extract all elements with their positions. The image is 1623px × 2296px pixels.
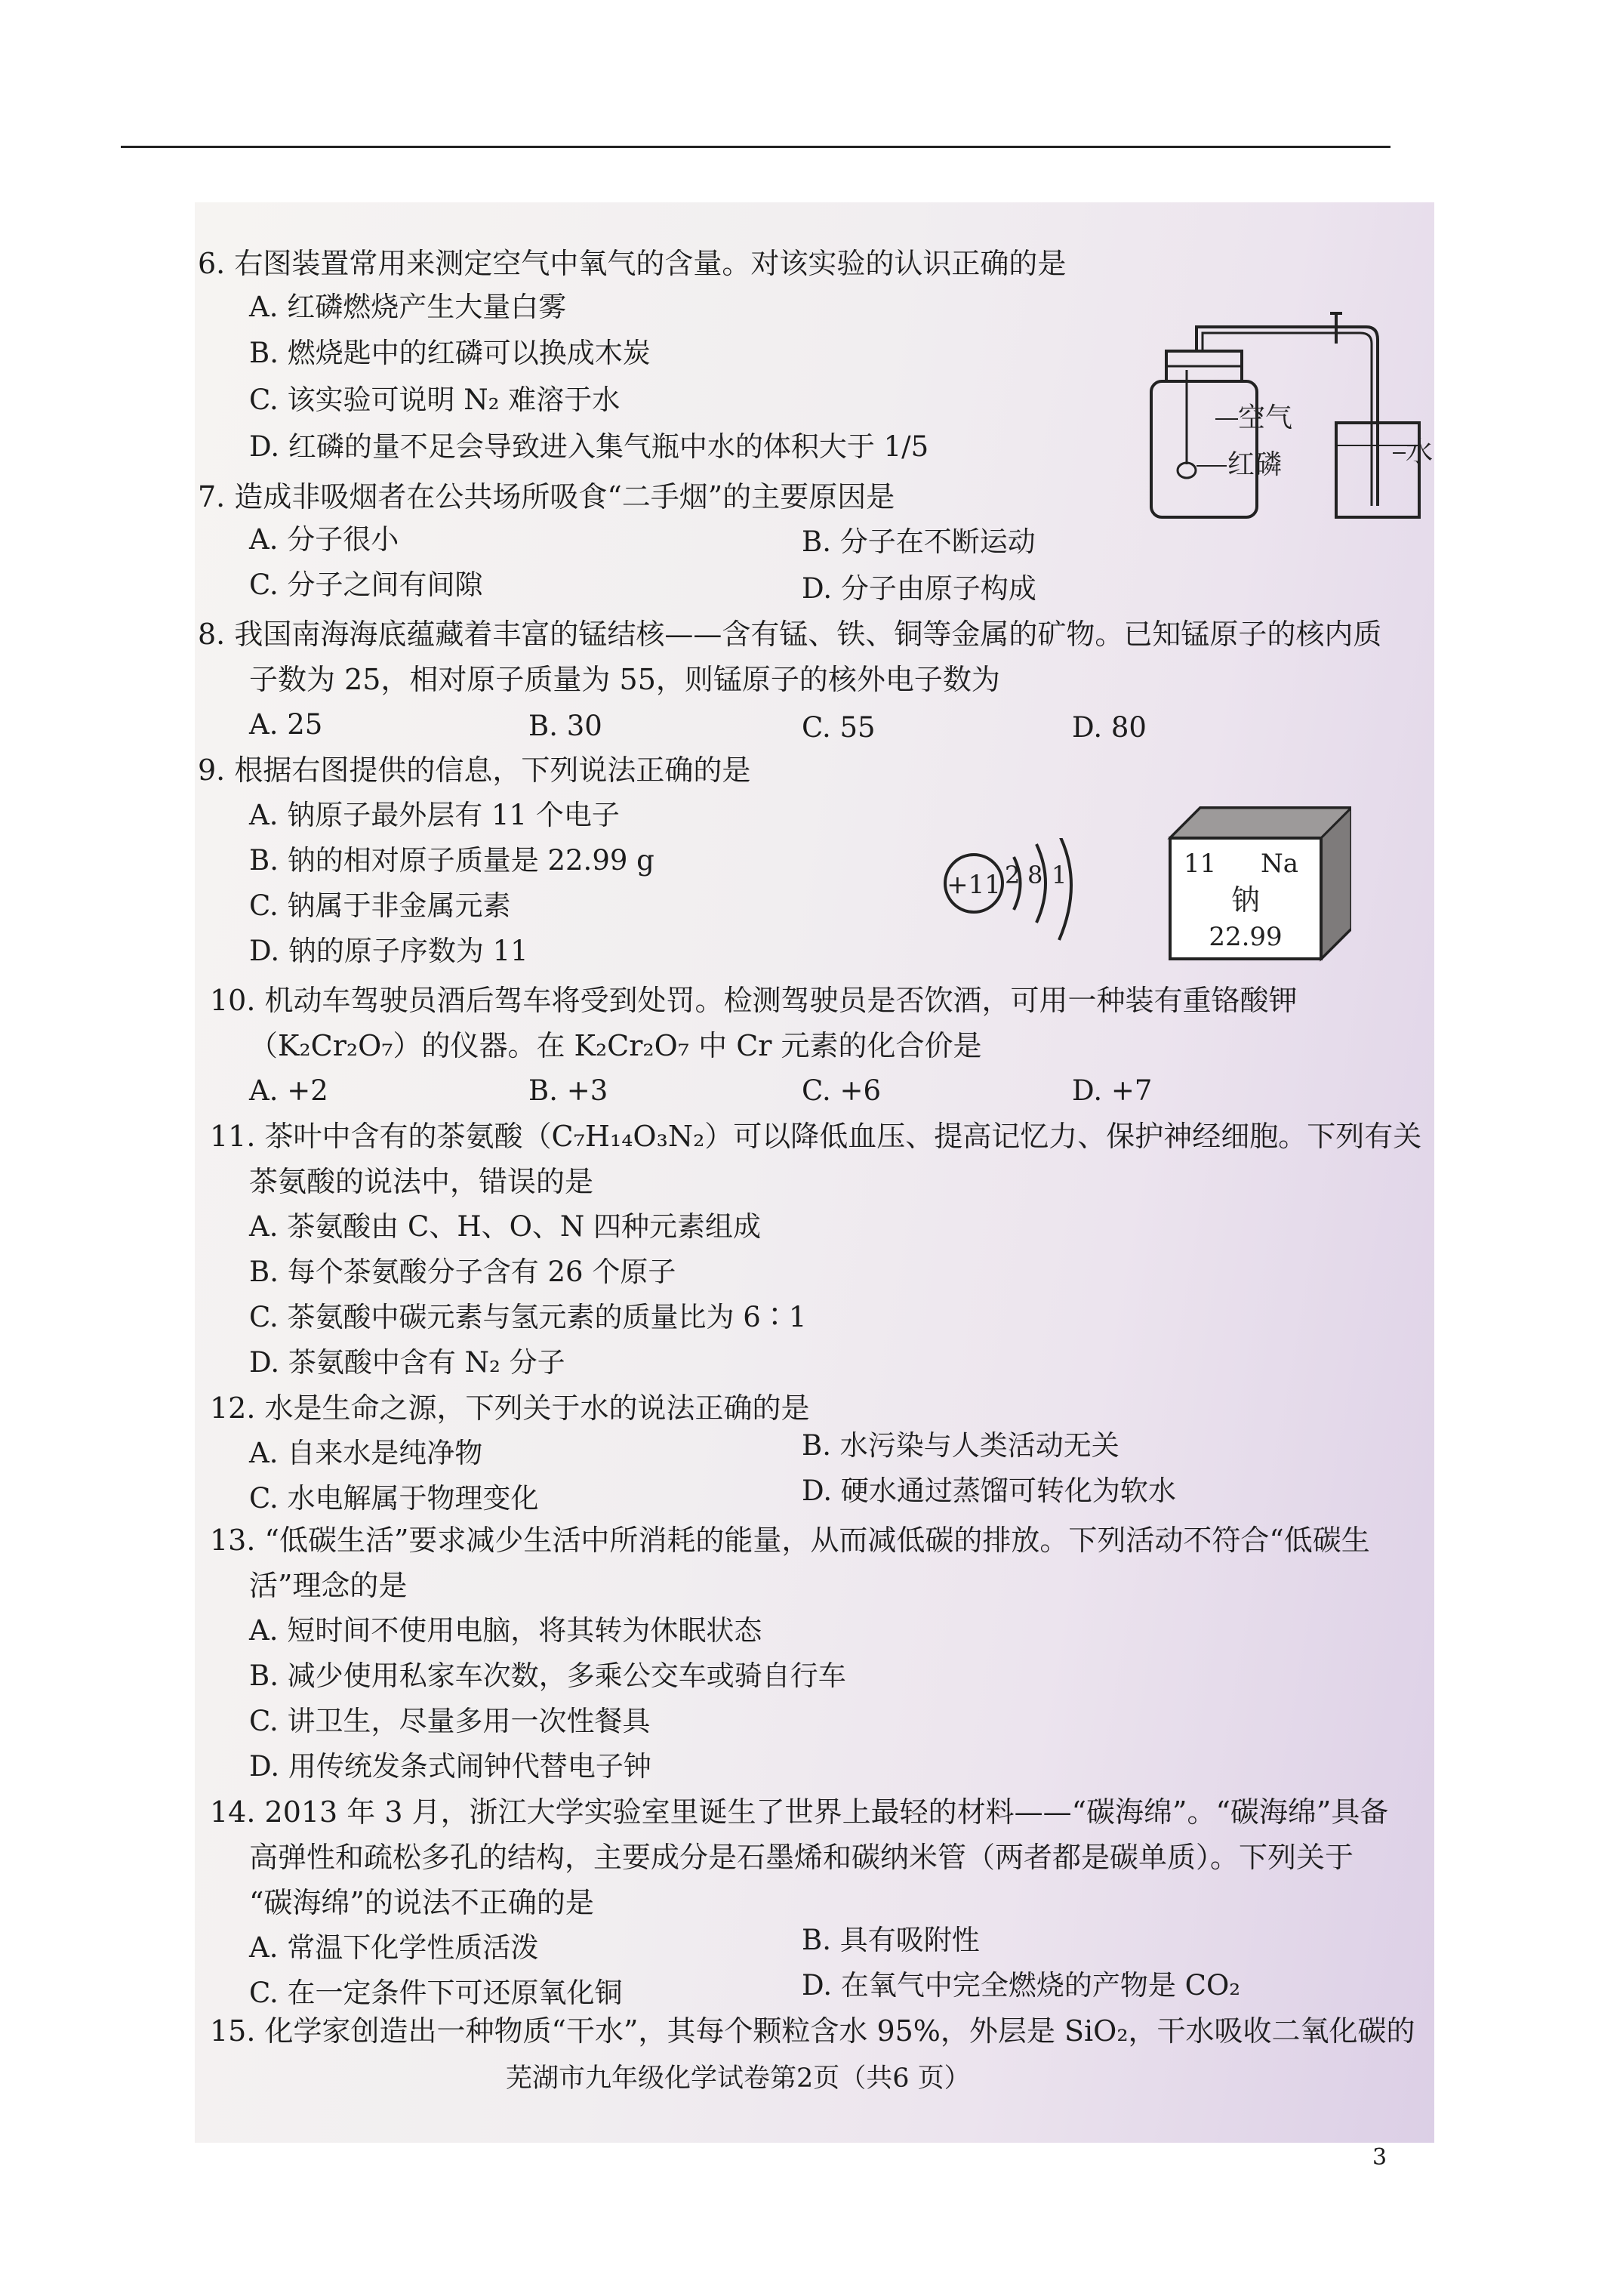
shell-2-electrons: 8 bbox=[1027, 861, 1043, 889]
header-rule bbox=[121, 146, 1390, 148]
oxygen-apparatus-figure bbox=[1132, 298, 1434, 525]
element-name: 钠 bbox=[1230, 883, 1261, 917]
q6-option-d: D. 红磷的量不足会导致进入集气瓶中水的体积大于 1/5 bbox=[249, 430, 929, 463]
q8-stem-line2: 子数为 25，相对原子质量为 55，则锰原子的核外电子数为 bbox=[249, 663, 1000, 696]
q12-option-a: A. 自来水是纯净物 bbox=[249, 1437, 483, 1469]
q11-stem-line1: 11. 茶叶中含有的茶氨酸（C₇H₁₄O₃N₂）可以降低血压、提高记忆力、保护神经细胞。下列有关 bbox=[210, 1120, 1422, 1153]
q9-option-d: D. 钠的原子序数为 11 bbox=[249, 935, 528, 967]
q11-option-b: B. 每个茶氨酸分子含有 26 个原子 bbox=[249, 1256, 676, 1288]
q8-option-a: A. 25 bbox=[249, 708, 323, 741]
fig-label-phosphorus: 红磷 bbox=[1227, 449, 1283, 480]
q12-option-c: C. 水电解属于物理变化 bbox=[249, 1482, 539, 1515]
q13-option-a: A. 短时间不使用电脑，将其转为休眠状态 bbox=[249, 1614, 762, 1647]
q11-option-c: C. 茶氨酸中碳元素与氢元素的质量比为 6∶1 bbox=[249, 1301, 807, 1333]
q7-option-c: C. 分子之间有间隙 bbox=[249, 569, 483, 601]
q7-option-a: A. 分子很小 bbox=[249, 523, 399, 556]
q14-option-d: D. 在氧气中完全燃烧的产物是 CO₂ bbox=[802, 1969, 1241, 2002]
q6-option-a: A. 红磷燃烧产生大量白雾 bbox=[249, 291, 567, 323]
q15-stem-line1: 15. 化学家创造出一种物质“干水”，其每个颗粒含水 95%，外层是 SiO₂，干水吸收二氧化碳的 bbox=[210, 2014, 1415, 2048]
q10-option-c: C. +6 bbox=[802, 1074, 882, 1107]
page-number: 3 bbox=[1372, 2144, 1387, 2171]
q14-stem-line3: “碳海绵”的说法不正确的是 bbox=[249, 1886, 594, 1919]
q8-option-b: B. 30 bbox=[528, 710, 602, 742]
q10-option-d: D. +7 bbox=[1072, 1074, 1153, 1107]
q13-option-b: B. 减少使用私家车次数，多乘公交车或骑自行车 bbox=[249, 1660, 846, 1692]
q9-option-c: C. 钠属于非金属元素 bbox=[249, 889, 511, 922]
q7-stem: 7. 造成非吸烟者在公共场所吸食“二手烟”的主要原因是 bbox=[198, 480, 895, 513]
q11-stem-line2: 茶氨酸的说法中，错误的是 bbox=[249, 1165, 594, 1198]
relative-atomic-mass: 22.99 bbox=[1209, 922, 1283, 952]
q11-option-d: D. 茶氨酸中含有 N₂ 分子 bbox=[249, 1346, 565, 1379]
nucleus-charge: +11 bbox=[947, 870, 1001, 900]
sodium-atom-structure-diagram bbox=[932, 838, 1098, 966]
q10-option-b: B. +3 bbox=[528, 1074, 608, 1107]
q14-option-c: C. 在一定条件下可还原氧化铜 bbox=[249, 1977, 623, 2009]
q6-option-c: C. 该实验可说明 N₂ 难溶于水 bbox=[249, 384, 621, 416]
q11-option-a: A. 茶氨酸由 C、H、O、N 四种元素组成 bbox=[249, 1210, 762, 1243]
q12-option-b: B. 水污染与人类活动无关 bbox=[802, 1429, 1119, 1462]
q13-stem-line2: 活”理念的是 bbox=[249, 1569, 408, 1602]
fig-label-water: 水 bbox=[1406, 436, 1434, 467]
q13-stem-line1: 13. “低碳生活”要求减少生活中所消耗的能量，从而减低碳的排放。下列活动不符合“低碳生 bbox=[210, 1524, 1370, 1557]
q9-option-b: B. 钠的相对原子质量是 22.99 g bbox=[249, 844, 654, 877]
q7-option-d: D. 分子由原子构成 bbox=[802, 572, 1036, 605]
q8-option-c: C. 55 bbox=[802, 711, 876, 744]
q13-option-d: D. 用传统发条式闹钟代替电子钟 bbox=[249, 1750, 651, 1783]
q10-stem-line2: （K₂Cr₂O₇）的仪器。在 K₂Cr₂O₇ 中 Cr 元素的化合价是 bbox=[249, 1029, 982, 1062]
fig-label-air: 空气 bbox=[1238, 402, 1293, 433]
periodic-table-cell-sodium bbox=[1163, 800, 1351, 974]
q14-stem-line2: 高弹性和疏松多孔的结构，主要成分是石墨烯和碳纳米管（两者都是碳单质）。下列关于 bbox=[249, 1841, 1354, 1874]
q6-stem: 6. 右图装置常用来测定空气中氧气的含量。对该实验的认识正确的是 bbox=[198, 247, 1067, 280]
q14-stem-line1: 14. 2013 年 3 月，浙江大学实验室里诞生了世界上最轻的材料——“碳海绵”。“碳海绵”具备 bbox=[210, 1795, 1389, 1829]
q8-stem-line1: 8. 我国南海海底蕴藏着丰富的锰结核——含有锰、铁、铜等金属的矿物。已知锰原子的核内质 bbox=[198, 618, 1382, 651]
element-symbol: Na bbox=[1261, 849, 1299, 879]
q10-stem-line1: 10. 机动车驾驶员酒后驾车将受到处罚。检测驾驶员是否饮酒，可用一种装有重铬酸钾 bbox=[210, 984, 1298, 1017]
q14-option-b: B. 具有吸附性 bbox=[802, 1924, 980, 1956]
q13-option-c: C. 讲卫生，尽量多用一次性餐具 bbox=[249, 1705, 651, 1737]
q9-option-a: A. 钠原子最外层有 11 个电子 bbox=[249, 799, 620, 831]
q7-option-b: B. 分子在不断运动 bbox=[802, 525, 1036, 558]
q12-option-d: D. 硬水通过蒸馏可转化为软水 bbox=[802, 1475, 1176, 1507]
exam-footer: 芜湖市九年级化学试卷第2页（共6 页） bbox=[506, 2063, 971, 2094]
q14-option-a: A. 常温下化学性质活泼 bbox=[249, 1931, 539, 1964]
atomic-number: 11 bbox=[1184, 849, 1217, 879]
q8-option-d: D. 80 bbox=[1072, 711, 1147, 744]
q10-option-a: A. +2 bbox=[249, 1074, 328, 1107]
q9-stem: 9. 根据右图提供的信息，下列说法正确的是 bbox=[198, 754, 751, 787]
shell-3-electrons: 1 bbox=[1052, 861, 1067, 889]
q12-stem: 12. 水是生命之源，下列关于水的说法正确的是 bbox=[210, 1391, 810, 1425]
q6-option-b: B. 燃烧匙中的红磷可以换成木炭 bbox=[249, 337, 651, 369]
shell-1-electrons: 2 bbox=[1005, 861, 1021, 889]
